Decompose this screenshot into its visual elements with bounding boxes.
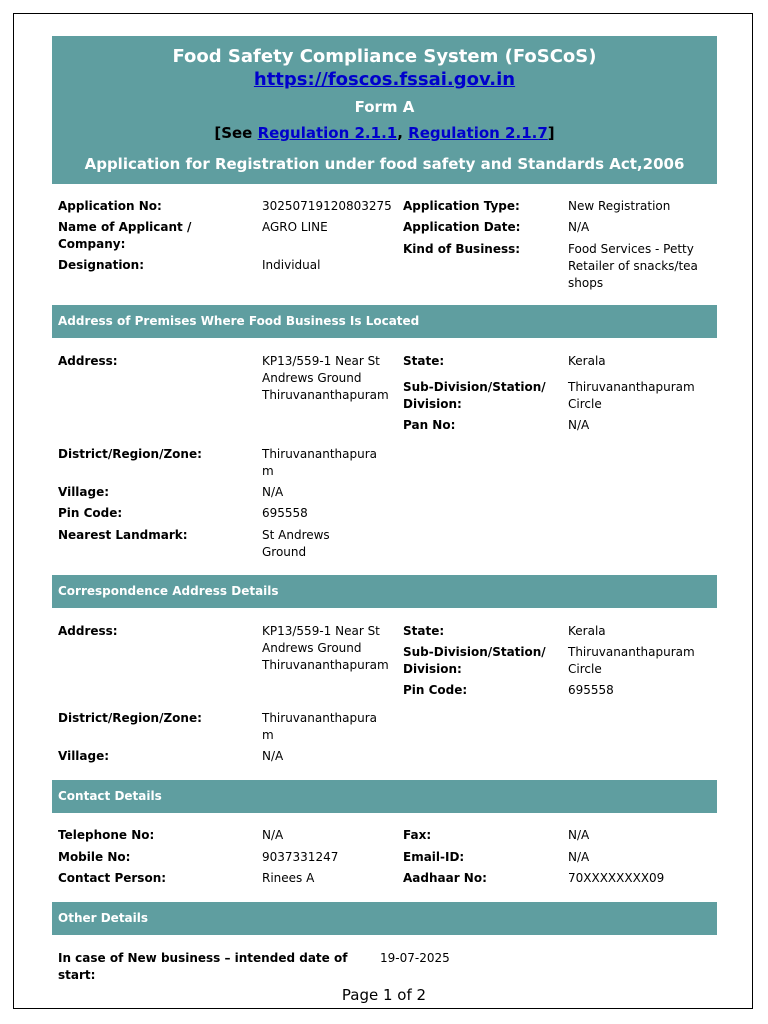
premises-subdivision-value: Thiruvananthapuram Circle [568, 380, 695, 411]
application-date-value: N/A [568, 220, 590, 234]
correspondence-subdivision-label: Sub-Division/Station/ Division: [403, 645, 546, 676]
correspondence-pin-value: 695558 [568, 683, 614, 697]
correspondence-address-value: KP13/559-1 Near St Andrews Ground Thiruvananthapuram [262, 624, 389, 672]
contact-section-header: Contact Details [52, 780, 717, 813]
application-no-value: 30250719120803275 [262, 199, 392, 213]
correspondence-district-label: District/Region/Zone: [58, 711, 202, 725]
foscos-link[interactable]: https://foscos.fssai.gov.in [253, 69, 516, 90]
premises-pan-label: Pan No: [403, 418, 456, 432]
see-text: [See [214, 124, 258, 142]
form-title: Form A [354, 98, 415, 116]
start-date-label: In case of New business – intended date of start: [58, 951, 348, 982]
fax-value: N/A [568, 828, 590, 842]
premises-state-value: Kerala [568, 354, 606, 368]
applicant-name-label: Name of Applicant / Company: [58, 220, 192, 251]
regulation-line [52, 124, 717, 142]
aadhaar-value: 70XXXXXXXX09 [568, 871, 665, 885]
application-no-label: Application No: [58, 199, 162, 213]
other-section-header: Other Details [52, 902, 717, 935]
premises-landmark-value: St Andrews Ground [262, 528, 330, 559]
mobile-value: 9037331247 [262, 850, 339, 864]
premises-subdivision-label: Sub-Division/Station/ Division: [403, 380, 546, 411]
fax-label: Fax: [403, 828, 432, 842]
aadhaar-label: Aadhaar No: [403, 871, 487, 885]
contact-person-value: Rinees A [262, 871, 315, 885]
start-date-value: 19-07-2025 [380, 951, 450, 965]
premises-village-label: Village: [58, 485, 110, 499]
regulation-2-1-1-link[interactable]: Regulation 2.1.1 [257, 124, 398, 142]
premises-state-label: State: [403, 354, 445, 368]
header-banner [52, 36, 717, 184]
designation-label: Designation: [58, 258, 145, 272]
premises-district-label: District/Region/Zone: [58, 447, 202, 461]
premises-address-label: Address: [58, 354, 118, 368]
regulation-2-1-7-link[interactable]: Regulation 2.1.7 [408, 124, 548, 142]
comma-text: , [397, 124, 409, 142]
email-value: N/A [568, 850, 590, 864]
premises-village-value: N/A [262, 485, 284, 499]
contact-person-label: Contact Person: [58, 871, 167, 885]
mobile-label: Mobile No: [58, 850, 131, 864]
page-number: Page 1 of 2 [341, 986, 427, 1004]
correspondence-pin-label: Pin Code: [403, 683, 468, 697]
correspondence-subdivision-value: Thiruvananthapuram Circle [568, 645, 695, 676]
telephone-value: N/A [262, 828, 284, 842]
premises-section-header: Address of Premises Where Food Business Is Located [52, 305, 717, 338]
correspondence-address-label: Address: [58, 624, 118, 638]
email-label: Email-ID: [403, 850, 465, 864]
premises-landmark-label: Nearest Landmark: [58, 528, 188, 542]
application-title: Application for Registration under food safety and Standards Act,2006 [84, 155, 685, 173]
correspondence-state-label: State: [403, 624, 445, 638]
telephone-label: Telephone No: [58, 828, 155, 842]
correspondence-village-label: Village: [58, 749, 110, 763]
application-date-label: Application Date: [403, 220, 521, 234]
premises-pin-label: Pin Code: [58, 506, 123, 520]
close-bracket: ] [547, 124, 555, 142]
correspondence-district-value: Thiruvananthapuram [262, 711, 378, 742]
premises-district-value: Thiruvananthapuram [262, 447, 378, 478]
correspondence-village-value: N/A [262, 749, 284, 763]
kind-of-business-label: Kind of Business: [403, 242, 521, 256]
designation-value: Individual [262, 258, 321, 272]
application-type-value: New Registration [568, 199, 671, 213]
page-title: Food Safety Compliance System (FoSCoS) [172, 46, 597, 67]
premises-pan-value: N/A [568, 418, 590, 432]
premises-address-value: KP13/559-1 Near St Andrews Ground Thiruvananthapuram [262, 354, 389, 402]
application-type-label: Application Type: [403, 199, 520, 213]
applicant-name-value: AGRO LINE [262, 220, 328, 234]
correspondence-section-header: Correspondence Address Details [52, 575, 717, 608]
kind-of-business-value: Food Services - Petty Retailer of snacks/tea shops [568, 242, 698, 290]
premises-pin-value: 695558 [262, 506, 308, 520]
correspondence-state-value: Kerala [568, 624, 606, 638]
